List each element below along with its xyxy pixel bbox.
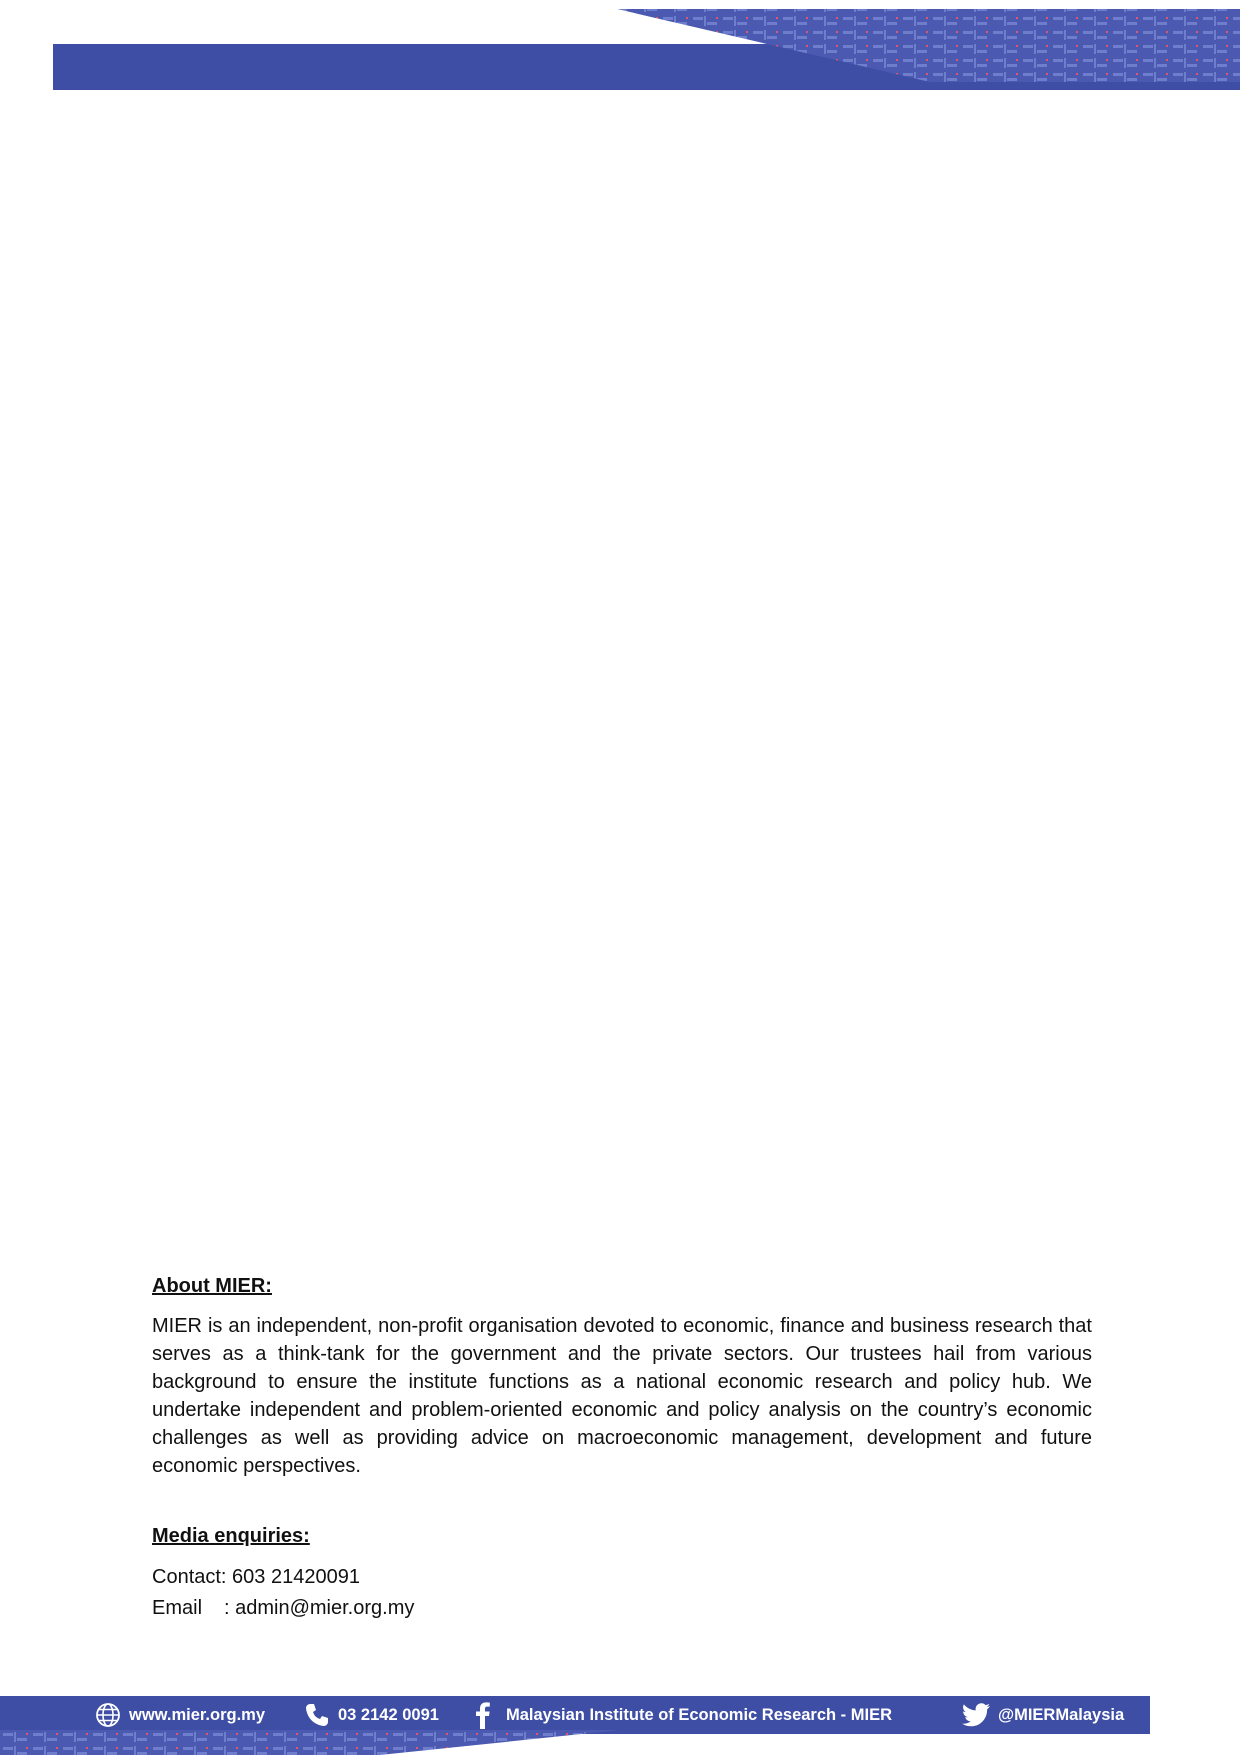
header-pattern-graphic: [0, 0, 1240, 90]
email-label: Email: [152, 1597, 203, 1619]
footer-phone-text: 03 2142 0091: [338, 1705, 439, 1724]
contact-phone: 603 21420091: [232, 1566, 360, 1588]
contact-label: Contact:: [152, 1566, 227, 1588]
media-enquiries-heading: Media enquiries:: [152, 1525, 310, 1547]
footer-facebook-text: Malaysian Institute of Economic Research - MIER: [506, 1705, 893, 1724]
about-heading: About MIER:: [152, 1275, 272, 1297]
footer-twitter-text: @MIERMalaysia: [998, 1705, 1125, 1724]
footer-website-text: www.mier.org.my: [129, 1705, 266, 1724]
footer-phone[interactable]: [304, 1696, 439, 1734]
footer-twitter[interactable]: [962, 1696, 1124, 1734]
email-line: [152, 1593, 1092, 1624]
footer-website[interactable]: [95, 1696, 265, 1734]
email-address[interactable]: : admin@mier.org.my: [224, 1597, 415, 1619]
twitter-icon: [962, 1703, 990, 1727]
footer-contact-bar: [0, 1696, 1150, 1734]
phone-icon: [304, 1702, 330, 1728]
facebook-icon: [474, 1701, 492, 1729]
about-section: [152, 1272, 1092, 1624]
contact-line: [152, 1562, 1092, 1593]
globe-icon: [95, 1702, 121, 1728]
footer-facebook[interactable]: [474, 1696, 892, 1734]
about-paragraph: MIER is an independent, non-profit organisation devoted to economic, finance and business research that serves as a think-tank for the government and the private sectors. Our trustees hail from various background to ensure the institute functions as a national economic research and policy hub. We undertake independent and problem-oriented economic and policy analysis on the country’s economic challenges as well as providing advice on macroeconomic management, development and future economic perspectives.: [152, 1315, 1092, 1477]
